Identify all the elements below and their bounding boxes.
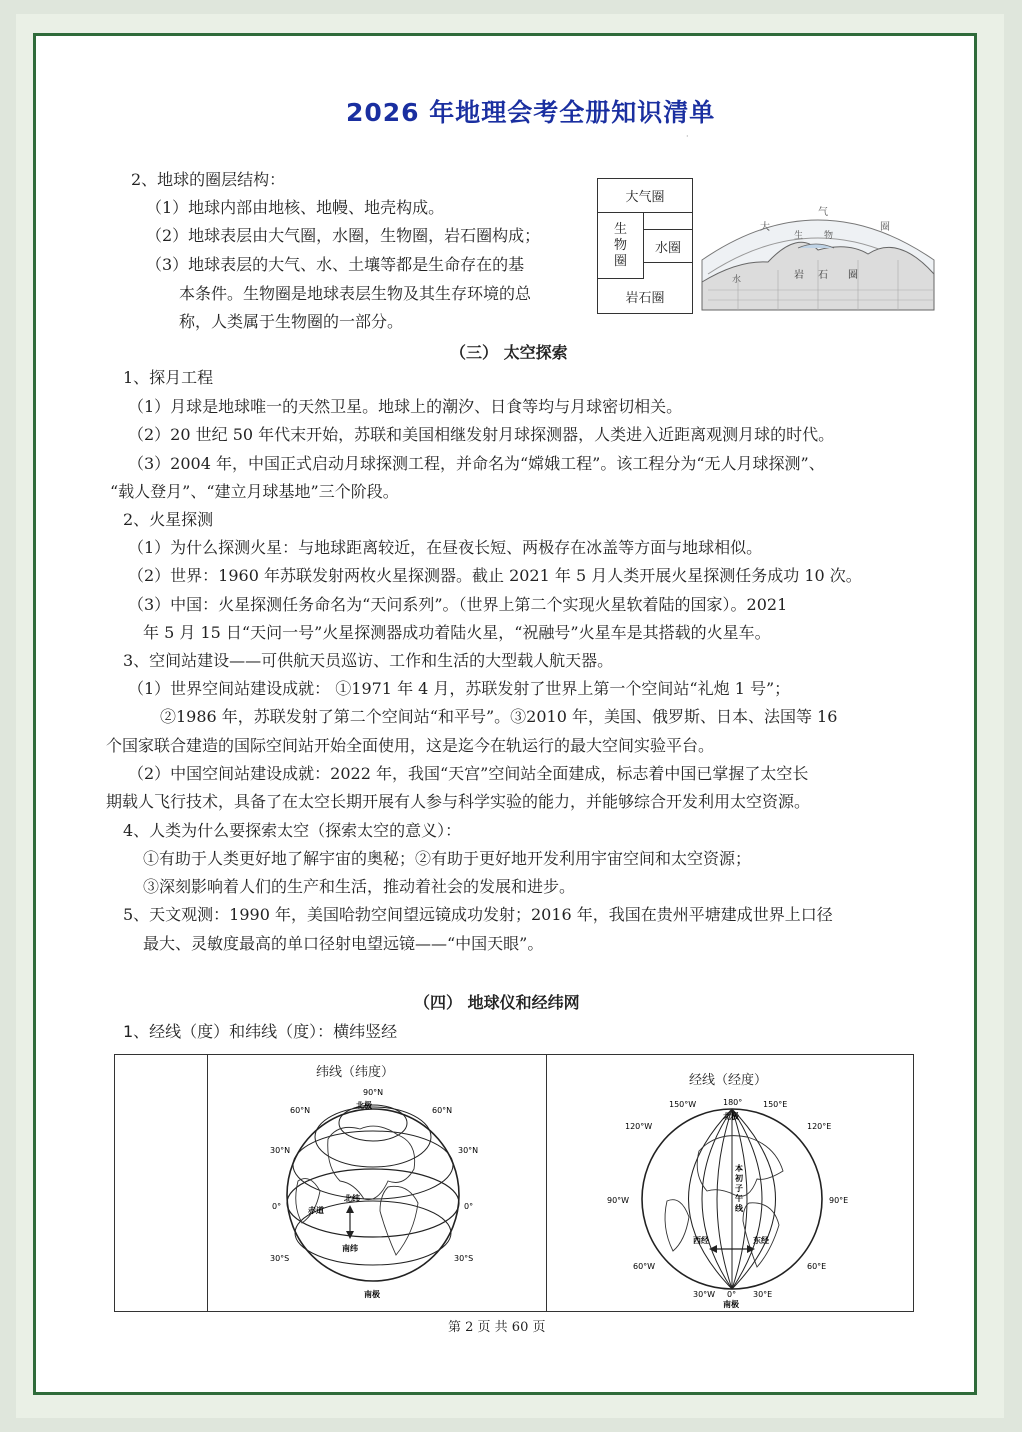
arc-label-da: 大 xyxy=(760,222,770,233)
arc-label-sheng: 生 xyxy=(794,231,804,241)
astro-p-a: 5、天文观测：1990 年，美国哈勃空间望远镜成功发射；2016 年，我国在贵州平塘建成世界上口径 xyxy=(123,905,833,924)
lon-60w: 60°W xyxy=(633,1262,656,1271)
moon-p3a: （3）2004 年，中国正式启动月球探测工程，并命名为“嫦娥工程”。该工程分为“无人月球探测”、 xyxy=(128,454,825,473)
arc-label-quan2: 圈 xyxy=(848,270,858,281)
astro-p-b: 最大、灵敏度最高的单口径射电望远镜——“中国天眼”。 xyxy=(143,934,544,953)
longitude-globe xyxy=(607,1091,857,1309)
arc-label-qi: 气 xyxy=(818,207,828,218)
biosphere-char-1: 生 xyxy=(613,221,627,237)
atmosphere-cell: 大气圈 xyxy=(598,179,692,213)
longitude-cell xyxy=(547,1055,914,1312)
lat-60n-left: 60°N xyxy=(290,1106,311,1115)
section-space-title: （三） 太空探索 xyxy=(450,343,568,362)
arc-label-wu: 物 xyxy=(824,231,834,241)
globe-item1: 1、经线（度）和纬线（度）：横纬竖经 xyxy=(123,1022,398,1041)
earth-layers-p2: （2）地球表层由大气圈，水圈，生物圈，岩石圈构成； xyxy=(146,226,541,245)
why-p2: ③深刻影响着人们的生产和生活，推动着社会的发展和进步。 xyxy=(143,877,576,896)
lat-30n-left: 30°N xyxy=(270,1146,291,1155)
lat-60n-right: 60°N xyxy=(432,1106,453,1115)
moon-heading: 1、探月工程 xyxy=(123,368,214,387)
earth-layers-p3b: 本条件。生物圈是地球表层生物及其生存环境的总 xyxy=(179,284,532,303)
lon-150e: 150°E xyxy=(763,1100,788,1109)
lon-90e: 90°E xyxy=(829,1196,849,1205)
lon-30w: 30°W xyxy=(693,1290,716,1299)
lon-prime-1: 本 xyxy=(735,1164,743,1173)
biosphere-char-3: 圈 xyxy=(613,253,627,269)
lon-prime-2: 初 xyxy=(735,1174,743,1183)
lon-prime-5: 线 xyxy=(735,1204,743,1213)
document-title: 2026 年地理会考全册知识清单 xyxy=(346,98,716,127)
mars-heading: 2、火星探测 xyxy=(123,510,214,529)
lon-west-longitude: 西经 xyxy=(693,1236,709,1245)
hydrosphere-cell: 水圈 xyxy=(644,229,692,263)
lon-30e: 30°E xyxy=(753,1290,773,1299)
table-empty-cell xyxy=(115,1055,208,1312)
mars-p1: （1）为什么探测火星：与地球距离较近，在昼夜长短、两极存在冰盖等方面与地球相似。 xyxy=(128,538,763,557)
arc-label-yan: 岩 xyxy=(794,270,804,281)
lon-north-pole: 北极 xyxy=(723,1112,739,1121)
arc-label-shui: 水 xyxy=(732,275,742,285)
latitude-title: 纬线（纬度） xyxy=(316,1065,395,1080)
lon-180: 180° xyxy=(723,1098,743,1107)
lon-60e: 60°E xyxy=(807,1262,827,1271)
lithosphere-cell: 岩石圈 xyxy=(625,290,665,306)
lon-150w: 150°W xyxy=(669,1100,697,1109)
graticule-table xyxy=(114,1054,914,1312)
earth-layers-p3a: （3）地球表层的大气、水、土壤等都是生命存在的基 xyxy=(146,255,525,274)
sphere-box-diagram xyxy=(597,178,693,314)
earth-layers-heading: 2、地球的圈层结构： xyxy=(131,170,286,189)
moon-p2: （2）20 世纪 50 年代末开始，苏联和美国相继发射月球探测器，人类进入近距离观测月球的时代。 xyxy=(128,425,835,444)
section-globe-title: （四） 地球仪和经纬网 xyxy=(414,993,580,1012)
mars-p3a: （3）中国：火星探测任务命名为“天问系列”。（世界上第二个实现火星软着陆的国家）。2021 xyxy=(128,595,788,614)
lat-0-left: 0° xyxy=(272,1202,282,1211)
station-p2a: （2）中国空间站建设成就：2022 年，我国“天宫”空间站全面建成，标志着中国已掌握了太空长 xyxy=(128,764,809,783)
lon-120w: 120°W xyxy=(625,1122,653,1131)
lat-30n-right: 30°N xyxy=(458,1146,478,1155)
lat-30s-right: 30°S xyxy=(454,1254,474,1263)
earth-layers-p1: （1）地球内部由地核、地幔、地壳构成。 xyxy=(146,198,445,217)
lon-120e: 120°E xyxy=(807,1122,832,1131)
mars-p2: （2）世界：1960 年苏联发射两枚火星探测器。截止 2021 年 5 月人类开展火星探测任务成功 10 次。 xyxy=(128,566,862,585)
moon-p3b: “载人登月”、“建立月球基地”三个阶段。 xyxy=(110,482,399,501)
arc-label-shi: 石 xyxy=(818,270,828,281)
biosphere-cell xyxy=(598,213,644,279)
mars-p3b: 年 5 月 15 日“天问一号”火星探测器成功着陆火星，“祝融号”火星车是其搭载的火星车。 xyxy=(143,623,771,642)
earth-layers-p3c: 称，人类属于生物圈的一部分。 xyxy=(179,312,404,331)
lon-prime-4: 午 xyxy=(735,1194,743,1203)
lat-south-pole: 南极 xyxy=(364,1290,380,1299)
earth-arc-illustration xyxy=(698,190,938,318)
latitude-globe xyxy=(268,1083,478,1305)
why-p1: ①有助于人类更好地了解宇宙的奥秘；②有助于更好地开发利用宇宙空间和太空资源； xyxy=(143,849,752,868)
station-p1a: （1）世界空间站建设成就： ①1971 年 4 月，苏联发射了世界上第一个空间站“礼炮 1 号”； xyxy=(128,679,791,698)
lat-0-right: 0° xyxy=(464,1202,474,1211)
arc-label-quan1: 圈 xyxy=(880,222,890,233)
dot-mark: · xyxy=(686,132,689,141)
lat-south-latitude: 南纬 xyxy=(342,1244,358,1253)
lon-east-longitude: 东经 xyxy=(753,1236,769,1245)
lat-north-pole: 北极 xyxy=(356,1101,372,1110)
latitude-cell xyxy=(208,1055,547,1312)
station-p1b: ②1986 年，苏联发射了第二个空间站“和平号”。③2010 年，美国、俄罗斯、日本、法国等 16 xyxy=(160,707,838,726)
why-heading: 4、人类为什么要探索太空（探索太空的意义）： xyxy=(123,821,462,840)
station-p1c: 个国家联合建造的国际空间站开始全面使用，这是迄今在轨运行的最大空间实验平台。 xyxy=(106,736,715,755)
moon-p1: （1）月球是地球唯一的天然卫星。地球上的潮汐、日食等均与月球密切相关。 xyxy=(128,397,683,416)
lat-north-latitude: 北纬 xyxy=(344,1194,360,1203)
lat-equator: 赤道 xyxy=(308,1206,324,1215)
lat-90n: 90°N xyxy=(363,1088,384,1097)
lon-0: 0° xyxy=(727,1290,737,1299)
biosphere-char-2: 物 xyxy=(613,237,627,253)
page-footer: 第 2 页 共 60 页 xyxy=(448,1320,546,1335)
station-heading: 3、空间站建设——可供航天员巡访、工作和生活的大型载人航天器。 xyxy=(123,651,614,670)
lat-30s-left: 30°S xyxy=(270,1254,290,1263)
lon-south-pole: 南极 xyxy=(723,1300,739,1309)
longitude-title: 经线（经度） xyxy=(689,1073,768,1088)
station-p2b: 期载人飞行技术，具备了在太空长期开展有人参与科学实验的能力，并能够综合开发利用太空资源。 xyxy=(106,792,811,811)
lon-prime-3: 子 xyxy=(735,1184,743,1193)
lon-90w: 90°W xyxy=(607,1196,630,1205)
